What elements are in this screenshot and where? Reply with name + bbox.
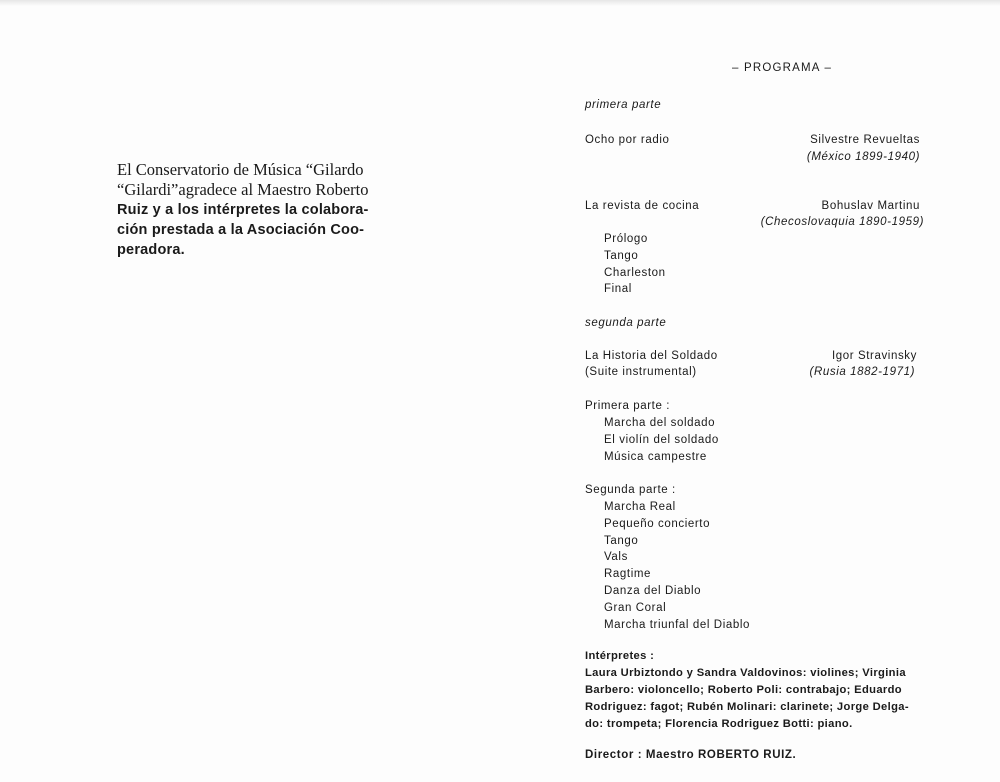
- section-label: Segunda parte :: [585, 484, 676, 496]
- movement-item: Final: [604, 283, 632, 296]
- fold-line: [500, 0, 501, 782]
- work-title: Ocho por radio: [585, 134, 670, 146]
- composer-origin: (Rusia 1882-1971): [809, 366, 915, 378]
- movement-item: Marcha del soldado: [604, 417, 716, 429]
- movement-item: Ragtime: [604, 568, 652, 581]
- acknowledgement-line: “Gilardi”agradece al Maestro Roberto: [117, 180, 369, 199]
- work-title: La Historia del Soldado: [585, 350, 718, 362]
- work-subtitle: (Suite instrumental): [585, 366, 697, 378]
- interpreters-block: [585, 648, 955, 733]
- composer-name: Silvestre Revueltas: [810, 134, 920, 146]
- movement-item: El violín del soldado: [604, 433, 719, 446]
- movement-item: Tango: [604, 249, 639, 262]
- interpreters-line: Rodriguez: fagot; Rubén Molinari: clarinete; Jorge Delga-: [585, 701, 909, 713]
- movement-item: Pequeño concierto: [604, 517, 711, 530]
- movement-list: [604, 231, 666, 298]
- composer-name: Igor Stravinsky: [831, 350, 917, 362]
- movement-item: Tango: [604, 534, 639, 547]
- movement-item: Música campestre: [604, 450, 707, 463]
- interpreters-line: Laura Urbiztondo y Sandra Valdovinos: violines; Virginia: [585, 667, 906, 679]
- part-two-label: segunda parte: [585, 317, 667, 329]
- acknowledgement-line: ción prestada a la Asociación Coo-: [117, 222, 365, 238]
- movement-item: Gran Coral: [604, 601, 667, 614]
- interpreters-line: Barbero: violoncello; Roberto Poli: contrabajo; Eduardo: [585, 684, 902, 696]
- program-title: – PROGRAMA –: [732, 62, 833, 74]
- movement-item: Marcha Real: [604, 501, 676, 513]
- part-one-label: primera parte: [585, 99, 662, 111]
- movement-item: Charleston: [604, 266, 666, 279]
- movement-item: Prólogo: [604, 233, 648, 245]
- composer-origin: (México 1899-1940): [806, 151, 920, 163]
- movement-item: Marcha triunfal del Diablo: [604, 618, 750, 631]
- movement-list: [604, 499, 750, 633]
- acknowledgement-line: El Conservatorio de Música “Gilardo: [117, 160, 364, 179]
- section-label: Primera parte :: [585, 400, 671, 412]
- composer-origin: (Checoslovaquia 1890-1959): [760, 216, 924, 228]
- movement-item: Danza del Diablo: [604, 584, 702, 597]
- interpreters-line: do: trompeta; Florencia Rodriguez Botti: piano.: [585, 718, 853, 730]
- work-title: La revista de cocina: [585, 200, 700, 212]
- composer-name: Bohuslav Martinu: [821, 200, 920, 212]
- acknowledgement-line: Ruiz y a los intérpretes la colabora-: [117, 202, 369, 218]
- movement-item: Vals: [604, 551, 628, 564]
- acknowledgement-text: [117, 160, 417, 260]
- interpreters-label: Intérpretes :: [585, 650, 655, 662]
- movement-list: [604, 415, 719, 465]
- acknowledgement-line: peradora.: [117, 242, 185, 258]
- director-line: Director : Maestro ROBERTO RUIZ.: [585, 749, 797, 761]
